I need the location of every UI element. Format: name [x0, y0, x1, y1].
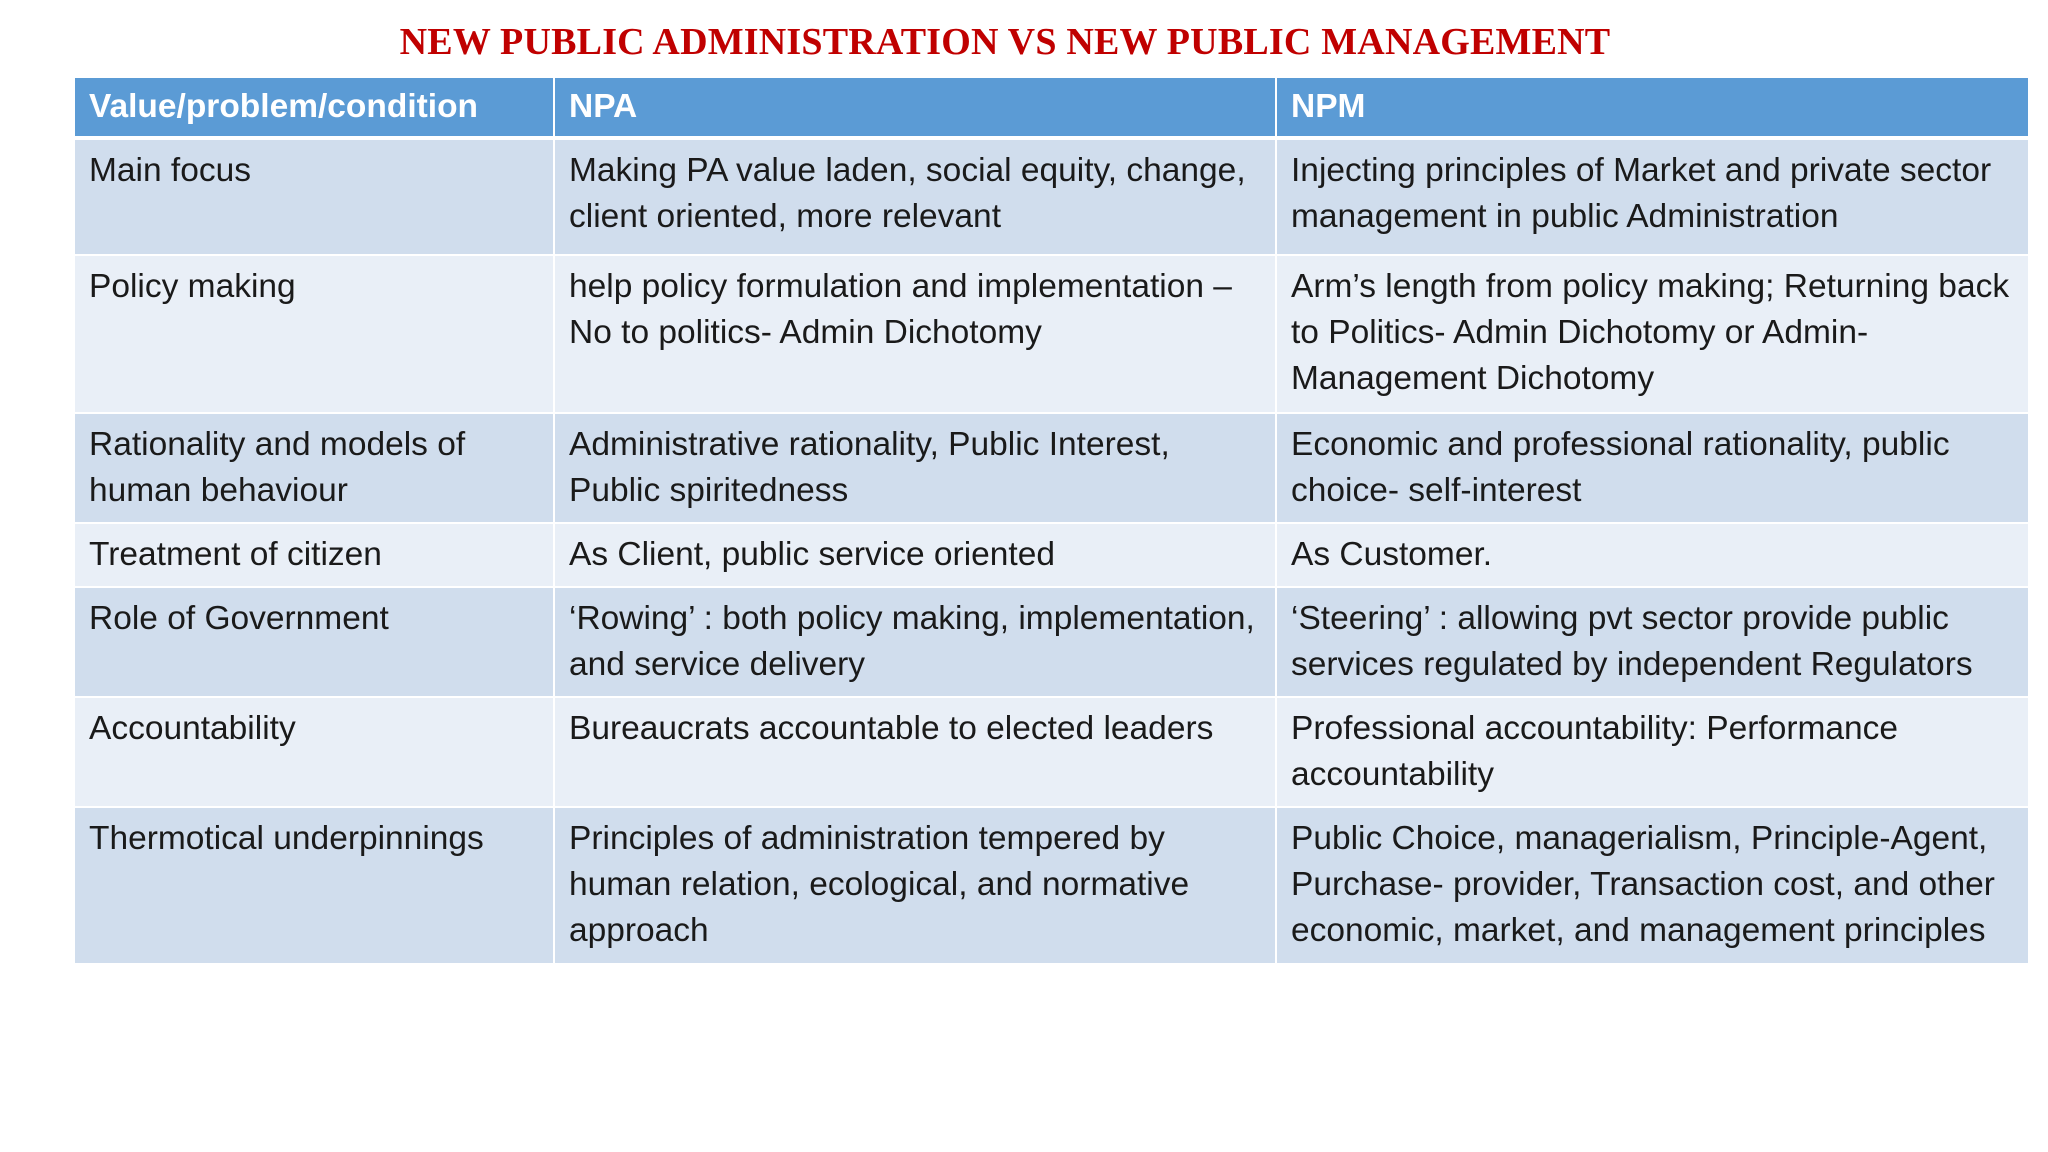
- header-npm: NPM: [1276, 77, 2029, 138]
- npa-cell: ‘Rowing’ : both policy making, implementation, and service delivery: [554, 587, 1276, 697]
- table-row: [74, 697, 2029, 807]
- npm-cell: Public Choice, managerialism, Principle-Agent, Purchase- provider, Transaction cost, and other economic, market, and management principles: [1276, 807, 2029, 964]
- npm-cell: Professional accountability: Performance accountability: [1276, 697, 2029, 807]
- npa-cell: As Client, public service oriented: [554, 523, 1276, 587]
- table-row: [74, 807, 2029, 964]
- table-row: [74, 255, 2029, 413]
- table-row: [74, 587, 2029, 697]
- npa-cell: Bureaucrats accountable to elected leaders: [554, 697, 1276, 807]
- comparison-table: [73, 76, 2030, 965]
- row-label: Main focus: [74, 138, 554, 255]
- header-npa: NPA: [554, 77, 1276, 138]
- npa-cell: Principles of administration tempered by human relation, ecological, and normative approach: [554, 807, 1276, 964]
- row-label: Accountability: [74, 697, 554, 807]
- row-label: Treatment of citizen: [74, 523, 554, 587]
- row-label: Role of Government: [74, 587, 554, 697]
- npm-cell: Injecting principles of Market and private sector management in public Administration: [1276, 138, 2029, 255]
- npm-cell: Arm’s length from policy making; Returning back to Politics- Admin Dichotomy or Admin-Management Dichotomy: [1276, 255, 2029, 413]
- row-label: Thermotical underpinnings: [74, 807, 554, 964]
- slide-title: NEW PUBLIC ADMINISTRATION VS NEW PUBLIC MANAGEMENT: [399, 21, 1611, 63]
- npm-cell: Economic and professional rationality, public choice- self-interest: [1276, 413, 2029, 523]
- npa-cell: Administrative rationality, Public Interest, Public spiritedness: [554, 413, 1276, 523]
- npa-cell: help policy formulation and implementation – No to politics- Admin Dichotomy: [554, 255, 1276, 413]
- header-value-problem-condition: Value/problem/condition: [74, 77, 554, 138]
- table-row: [74, 413, 2029, 523]
- row-label: Rationality and models of human behaviour: [74, 413, 554, 523]
- table-row: [74, 523, 2029, 587]
- npm-cell: As Customer.: [1276, 523, 2029, 587]
- npa-cell: Making PA value laden, social equity, change, client oriented, more relevant: [554, 138, 1276, 255]
- table-header-row: [74, 77, 2029, 138]
- row-label: Policy making: [74, 255, 554, 413]
- table-row: [74, 138, 2029, 255]
- npm-cell: ‘Steering’ : allowing pvt sector provide public services regulated by independent Regulators: [1276, 587, 2029, 697]
